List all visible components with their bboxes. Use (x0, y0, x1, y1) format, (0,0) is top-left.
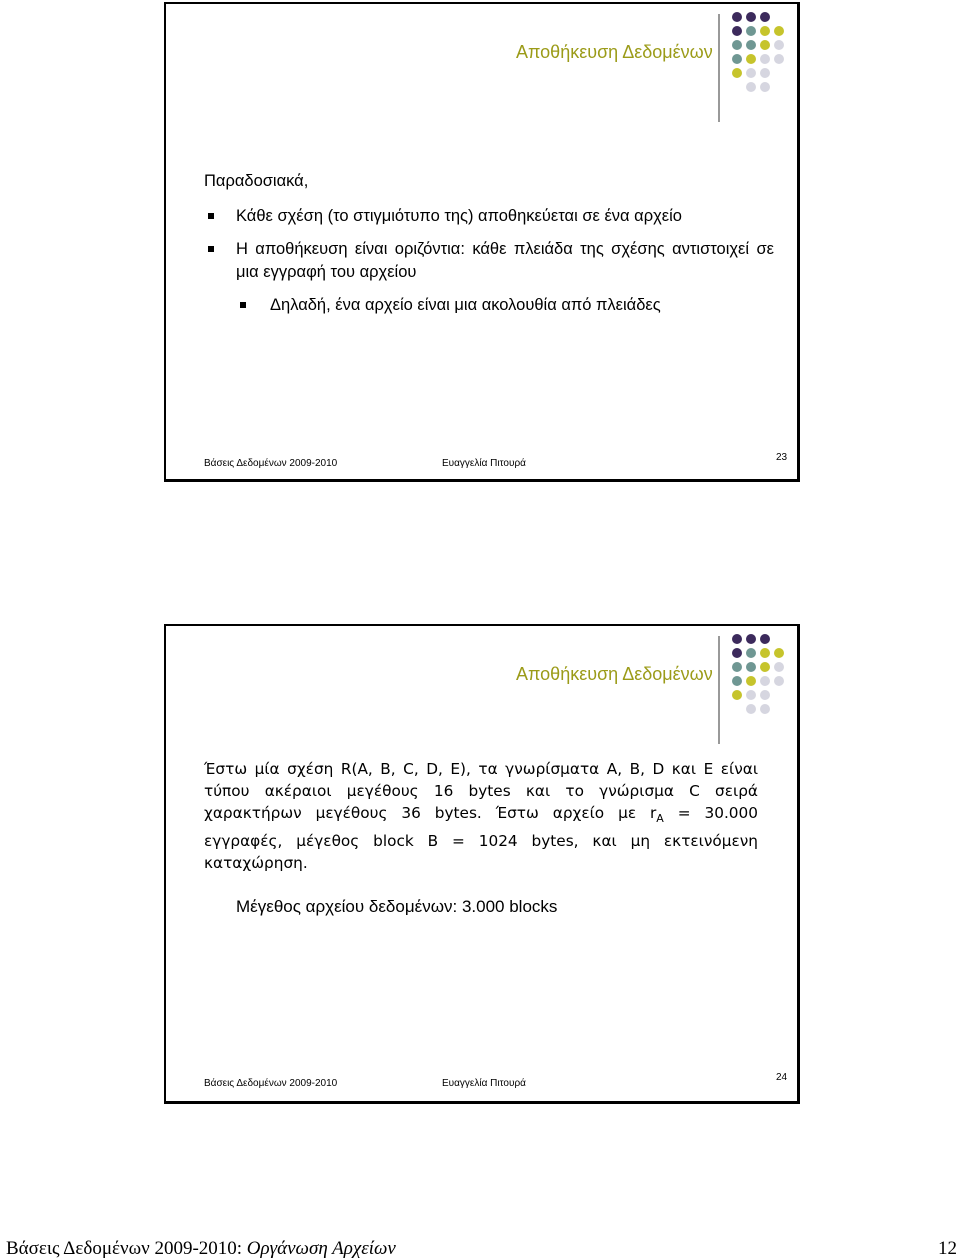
slide-24 (164, 624, 800, 1104)
slide-title: Αποθήκευση Δεδομένων (516, 664, 713, 684)
decorative-dot (774, 662, 784, 672)
bullet-text: Η αποθήκευση είναι οριζόντια: κάθε πλειάδα της σχέσης αντιστοιχεί σε μια εγγραφή του αρχείου (236, 240, 774, 281)
decorative-dot (732, 54, 742, 64)
decorative-dot (760, 662, 770, 672)
decorative-dot (760, 82, 770, 92)
footer-author: Ευαγγελία Πιτουρά (442, 458, 526, 469)
decorative-dot (746, 26, 756, 36)
slide-body (204, 172, 774, 317)
bullet-item (204, 205, 774, 228)
decorative-dot (760, 54, 770, 64)
decorative-dot (760, 68, 770, 78)
decorative-dot (732, 68, 742, 78)
decorative-dot (732, 690, 742, 700)
footer-author: Ευαγγελία Πιτουρά (442, 1078, 526, 1089)
bullet-text: Κάθε σχέση (το στιγμιότυπο της) αποθηκεύεται σε ένα αρχείο (236, 207, 682, 225)
decorative-dot (774, 26, 784, 36)
square-bullet-icon (208, 213, 214, 219)
footer-course: Βάσεις Δεδομένων 2009-2010 (204, 458, 338, 469)
square-bullet-icon (208, 246, 214, 252)
decorative-dot (760, 704, 770, 714)
page-footer (6, 1238, 396, 1260)
slide-23 (164, 2, 800, 482)
decorative-dot (774, 40, 784, 50)
decorative-dot (774, 54, 784, 64)
decorative-dot (774, 676, 784, 686)
decorative-dot (732, 26, 742, 36)
decorative-dot (732, 662, 742, 672)
decorative-dot (746, 82, 756, 92)
decorative-dot (732, 676, 742, 686)
slide-number: 23 (776, 452, 788, 463)
decorative-dot (760, 690, 770, 700)
decorative-dot (746, 12, 756, 22)
sub-bullet-item (204, 294, 774, 317)
decorative-dot (746, 54, 756, 64)
decorative-dot (746, 40, 756, 50)
intro-text: Παραδοσιακά, (204, 172, 309, 190)
problem-statement (204, 758, 758, 874)
decorative-dot (774, 648, 784, 658)
decorative-dot (760, 12, 770, 22)
file-size-answer: Μέγεθος αρχείου δεδομένων: 3.000 blocks (236, 897, 558, 917)
decorative-dot (732, 12, 742, 22)
decorative-dot (746, 690, 756, 700)
slide-number: 24 (776, 1072, 788, 1083)
decorative-dot (746, 634, 756, 644)
decorative-dot (760, 634, 770, 644)
problem-text-part: Έστω μία σχέση R(A, B, C, D, E), τα γνωρίσματα A, B, D και E είναι τύπου ακέραιοι μεγέθους 16 bytes και το γνώρισμα C σειρά χαρακτήρων μεγέθους 36 bytes. Έστω αρχείο με r (204, 760, 758, 822)
decorative-dot (746, 704, 756, 714)
divider-line (718, 14, 720, 122)
decorative-dot (760, 40, 770, 50)
decorative-dot (732, 40, 742, 50)
square-bullet-icon (240, 302, 246, 308)
decorative-dot (746, 676, 756, 686)
page-number: 12 (938, 1238, 957, 1259)
problem-text-part: = 30.000 εγγραφές, μέγεθος block B = 1024 bytes, και μη εκτεινόμενη καταχώρηση. (204, 804, 758, 873)
decorative-dot (732, 634, 742, 644)
divider-line (718, 636, 720, 744)
decorative-dot (746, 648, 756, 658)
decorative-dot (732, 648, 742, 658)
slide-body (204, 758, 758, 918)
footer-chapter-text: Οργάνωση Αρχείων (246, 1238, 396, 1259)
decorative-dot (760, 648, 770, 658)
decorative-dot (760, 26, 770, 36)
bullet-item (204, 238, 774, 284)
decorative-dot (746, 662, 756, 672)
decorative-dot (746, 68, 756, 78)
footer-course-text: Βάσεις Δεδομένων 2009-2010: (6, 1238, 247, 1259)
slide-title: Αποθήκευση Δεδομένων (516, 42, 713, 62)
subscript-A: A (656, 812, 664, 826)
sub-bullet-text: Δηλαδή, ένα αρχείο είναι μια ακολουθία από πλειάδες (270, 296, 661, 314)
decorative-dot (760, 676, 770, 686)
footer-course: Βάσεις Δεδομένων 2009-2010 (204, 1078, 338, 1089)
